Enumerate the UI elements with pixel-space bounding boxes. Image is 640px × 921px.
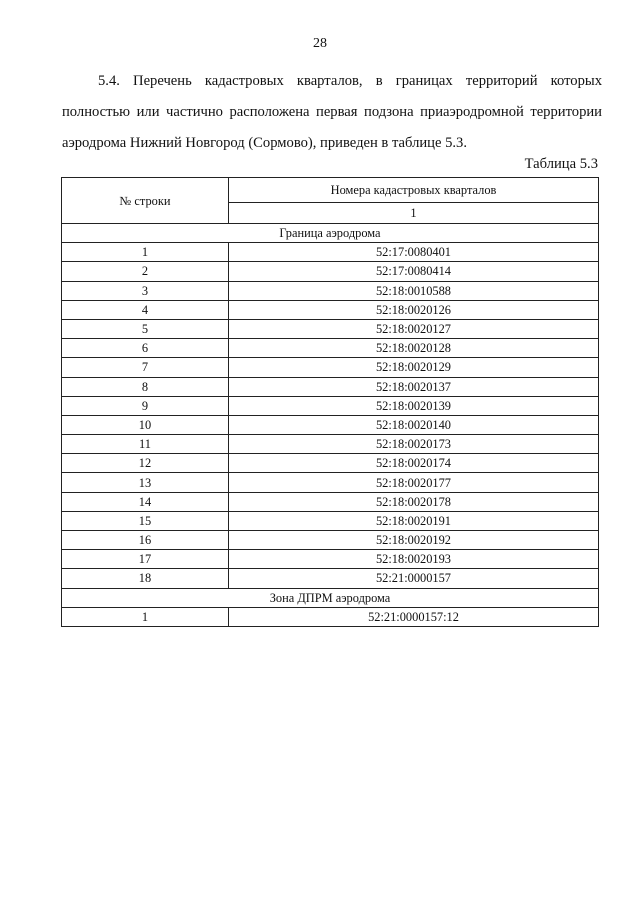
table-row <box>62 415 599 434</box>
row-number: 2 <box>62 262 229 281</box>
cadastral-block-number: 52:18:0020129 <box>229 358 599 377</box>
table-row <box>62 396 599 415</box>
cadastral-block-number: 52:21:0000157 <box>229 569 599 588</box>
row-number-header: № строки <box>62 178 229 224</box>
column-number: 1 <box>229 203 599 224</box>
cadastral-block-number: 52:21:0000157:12 <box>229 607 599 626</box>
cadastral-block-number: 52:18:0020191 <box>229 511 599 530</box>
cadastral-block-number: 52:18:0020177 <box>229 473 599 492</box>
table-row <box>62 300 599 319</box>
row-number: 15 <box>62 511 229 530</box>
row-number: 18 <box>62 569 229 588</box>
page-number: 28 <box>313 36 327 51</box>
row-number: 6 <box>62 339 229 358</box>
cadastral-blocks-table <box>61 177 599 627</box>
table-row <box>62 243 599 262</box>
row-number: 14 <box>62 492 229 511</box>
cadastral-block-number: 52:18:0020193 <box>229 550 599 569</box>
row-number: 12 <box>62 454 229 473</box>
row-number: 1 <box>62 243 229 262</box>
row-number: 10 <box>62 415 229 434</box>
section-header-row <box>62 224 599 243</box>
table-row <box>62 550 599 569</box>
row-number: 11 <box>62 435 229 454</box>
row-number: 5 <box>62 319 229 338</box>
table-header-row <box>62 178 599 203</box>
cadastral-block-number: 52:18:0020192 <box>229 531 599 550</box>
row-number: 4 <box>62 300 229 319</box>
cadastral-block-number: 52:18:0020140 <box>229 415 599 434</box>
table-row <box>62 319 599 338</box>
table-row <box>62 473 599 492</box>
row-number: 8 <box>62 377 229 396</box>
table-row <box>62 281 599 300</box>
table-row <box>62 531 599 550</box>
row-number: 3 <box>62 281 229 300</box>
body-paragraph: 5.4. Перечень кадастровых кварталов, в границах территорий которых полностью или частично расположена первая подзона приаэродромной территории аэродрома Нижний Новгород (Сормово), приведен в таблице 5.3. <box>62 73 602 151</box>
row-number: 17 <box>62 550 229 569</box>
cadastral-block-number: 52:18:0020137 <box>229 377 599 396</box>
row-number: 13 <box>62 473 229 492</box>
table-row <box>62 569 599 588</box>
cadastral-blocks-header: Номера кадастровых кварталов <box>229 178 599 203</box>
table-row <box>62 607 599 626</box>
table-row <box>62 492 599 511</box>
cadastral-block-number: 52:18:0020127 <box>229 319 599 338</box>
table-row <box>62 435 599 454</box>
cadastral-block-number: 52:18:0020174 <box>229 454 599 473</box>
section-title: Граница аэродрома <box>62 224 599 243</box>
cadastral-block-number: 52:17:0080401 <box>229 243 599 262</box>
cadastral-block-number: 52:18:0020139 <box>229 396 599 415</box>
cadastral-block-number: 52:18:0020173 <box>229 435 599 454</box>
section-header-row <box>62 588 599 607</box>
cadastral-block-number: 52:17:0080414 <box>229 262 599 281</box>
table-row <box>62 339 599 358</box>
section-title: Зона ДПРМ аэродрома <box>62 588 599 607</box>
row-number: 7 <box>62 358 229 377</box>
cadastral-block-number: 52:18:0020126 <box>229 300 599 319</box>
table-row <box>62 358 599 377</box>
cadastral-block-number: 52:18:0010588 <box>229 281 599 300</box>
table-row <box>62 377 599 396</box>
row-number: 1 <box>62 607 229 626</box>
table-row <box>62 511 599 530</box>
row-number: 9 <box>62 396 229 415</box>
row-number: 16 <box>62 531 229 550</box>
cadastral-block-number: 52:18:0020178 <box>229 492 599 511</box>
table-caption: Таблица 5.3 <box>524 156 598 172</box>
table-row <box>62 262 599 281</box>
cadastral-block-number: 52:18:0020128 <box>229 339 599 358</box>
table-row <box>62 454 599 473</box>
